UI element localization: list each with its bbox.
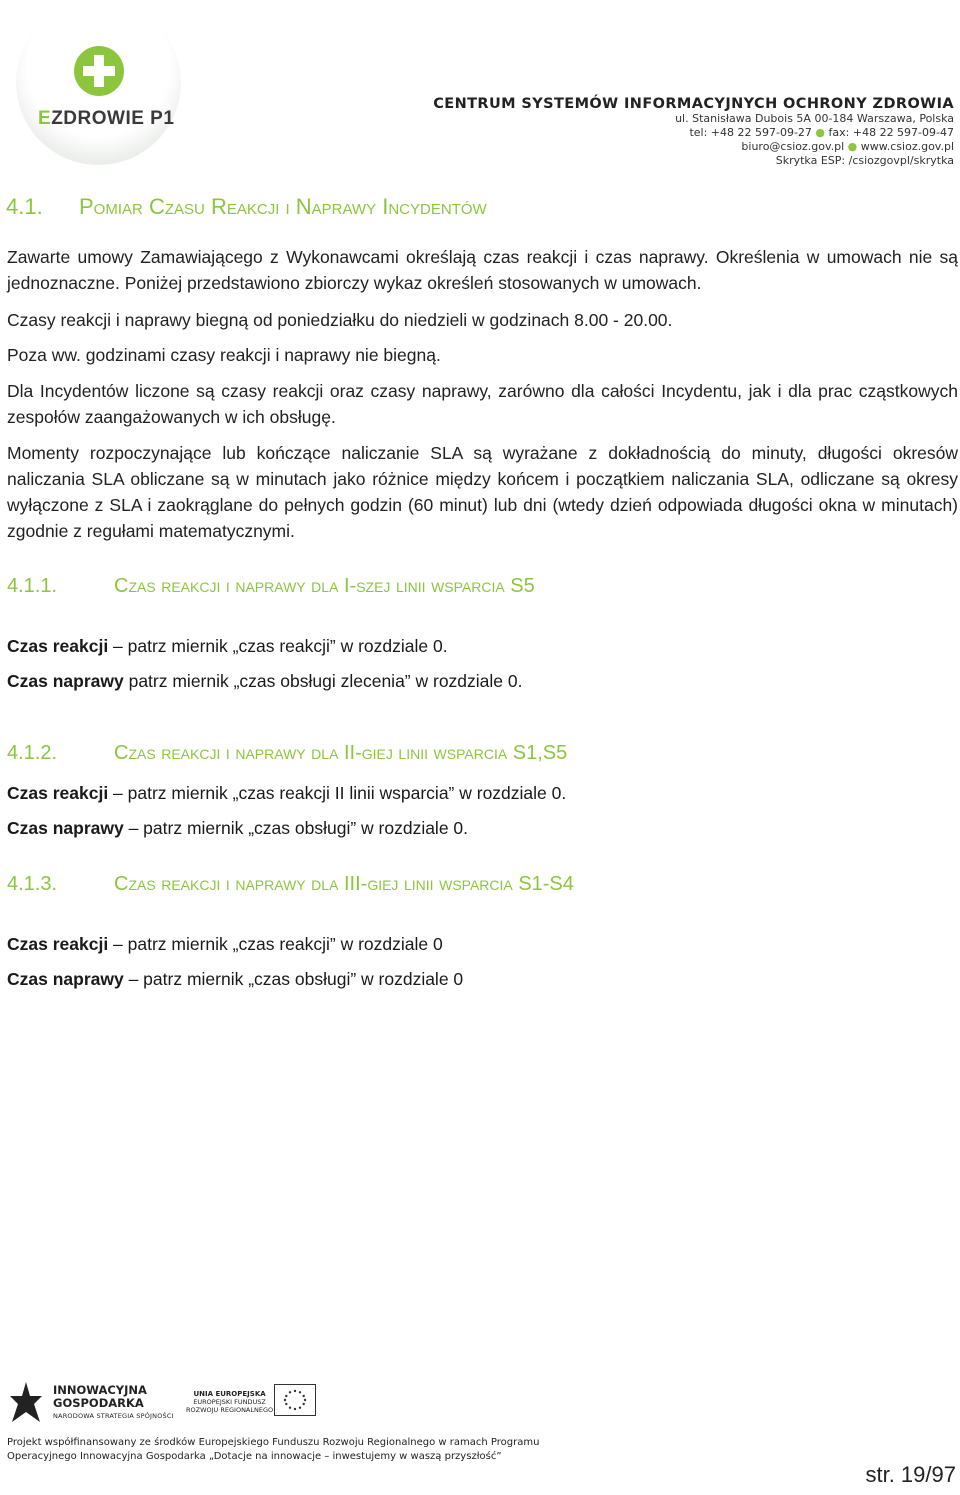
reaction-line-1: Czas reakcji – patrz miernik „czas reakcji” w rozdziale 0. — [7, 636, 448, 656]
section-title: Pomiar Czasu Reakcji i Naprawy Incydentów — [79, 194, 487, 219]
logo-text: EZDROWIE P1 — [38, 108, 175, 129]
eu-flag-icon — [274, 1384, 316, 1416]
org-name: CENTRUM SYSTEMÓW INFORMACYJNYCH OCHRONY ZDROWIA — [433, 96, 954, 112]
repair-line-1: Czas naprawy patrz miernik „czas obsługi zlecenia” w rozdziale 0. — [7, 671, 523, 691]
repair-line-3: Czas naprawy – patrz miernik „czas obsługi” w rozdziale 0 — [7, 969, 464, 989]
reaction-line-2: Czas reakcji – patrz miernik „czas reakcji II linii wsparcia” w rozdziale 0. — [7, 783, 567, 803]
ig-logo-text: INNOWACYJNA GOSPODARKA NARODOWA STRATEGIA SPÓJNOŚCI — [53, 1383, 174, 1420]
organization-block — [433, 96, 954, 168]
subsection-heading-3: 4.1.3. Czas reakcji i naprawy dla III-giej linii wsparcia S1-S4 — [7, 873, 574, 895]
org-phone-fax: tel: +48 22 597-09-27 ● fax: +48 22 597-09-47 — [689, 126, 954, 139]
org-esp: Skrytka ESP: /csiozgovpl/skrytka — [775, 154, 954, 167]
paragraph-3: Poza ww. godzinami czasy reakcji i naprawy nie biegną. — [7, 345, 441, 365]
ezdrowie-logo — [0, 0, 190, 178]
section-number: 4.1. — [6, 194, 43, 219]
bullet-icon: ● — [847, 140, 858, 153]
paragraph-2: Czasy reakcji i naprawy biegną od poniedziałku do niedzieli w godzinach 8.00 - 20.00. — [7, 310, 673, 330]
section-heading — [6, 194, 487, 220]
innowacyjna-gospodarka-logo-icon — [8, 1378, 44, 1424]
subsection-heading-2: 4.1.2. Czas reakcji i naprawy dla II-giej linii wsparcia S1,S5 — [7, 742, 568, 764]
page-number: str. 19/97 — [865, 1462, 956, 1487]
footer-note: Projekt współfinansowany ze środków Europejskiego Funduszu Rozwoju Regionalnego w ramach Programu Operacyjnego Innowacyjna Gospodarka „Dotacje na innowacje – inwestujemy w waszą przyszłość” — [7, 1437, 540, 1462]
org-address: ul. Stanisława Dubois 5A 00-184 Warszawa, Polska — [675, 112, 954, 125]
bullet-icon: ● — [815, 126, 826, 139]
paragraph-4: Dla Incydentów liczone są czasy reakcji oraz czasy naprawy, zarówno dla całości Incydentu, jak i dla prac cząstkowych zespołów zaangażowanych w ich obsługę. — [7, 381, 958, 427]
subsection-heading-1: 4.1.1. Czas reakcji i naprawy dla I-szej linii wsparcia S5 — [7, 575, 535, 597]
reaction-line-3: Czas reakcji – patrz miernik „czas reakcji” w rozdziale 0 — [7, 934, 443, 954]
ue-logo-text: UNIA EUROPEJSKA EUROPEJSKI FUNDUSZ ROZWOJU REGIONALNEGO — [186, 1390, 274, 1414]
org-email-www: biuro@csioz.gov.pl ● www.csioz.gov.pl — [741, 140, 954, 153]
repair-line-2: Czas naprawy – patrz miernik „czas obsługi” w rozdziale 0. — [7, 818, 469, 838]
medical-cross-icon — [74, 46, 124, 96]
paragraph-5: Momenty rozpoczynające lub kończące naliczanie SLA są wyrażane z dokładnością do minuty, długości okresów naliczania SLA obliczane są w minutach jako różnice między końcem i początkiem naliczania SLA, odliczane są okresy wyłączone z SLA i zaokrąglane do pełnych godzin (60 minut) lub dni (wtedy dzień odpowiada długości okna w minutach) zgodnie z regułami matematycznymi. — [7, 443, 958, 541]
paragraph-1: Zawarte umowy Zamawiającego z Wykonawcami określają czas reakcji i czas naprawy. Określenia w umowach nie są jednoznaczne. Poniżej przedstawiono zbiorczy wykaz określeń stosowanych w umowach. — [7, 247, 958, 293]
footer-logos — [8, 1370, 408, 1430]
